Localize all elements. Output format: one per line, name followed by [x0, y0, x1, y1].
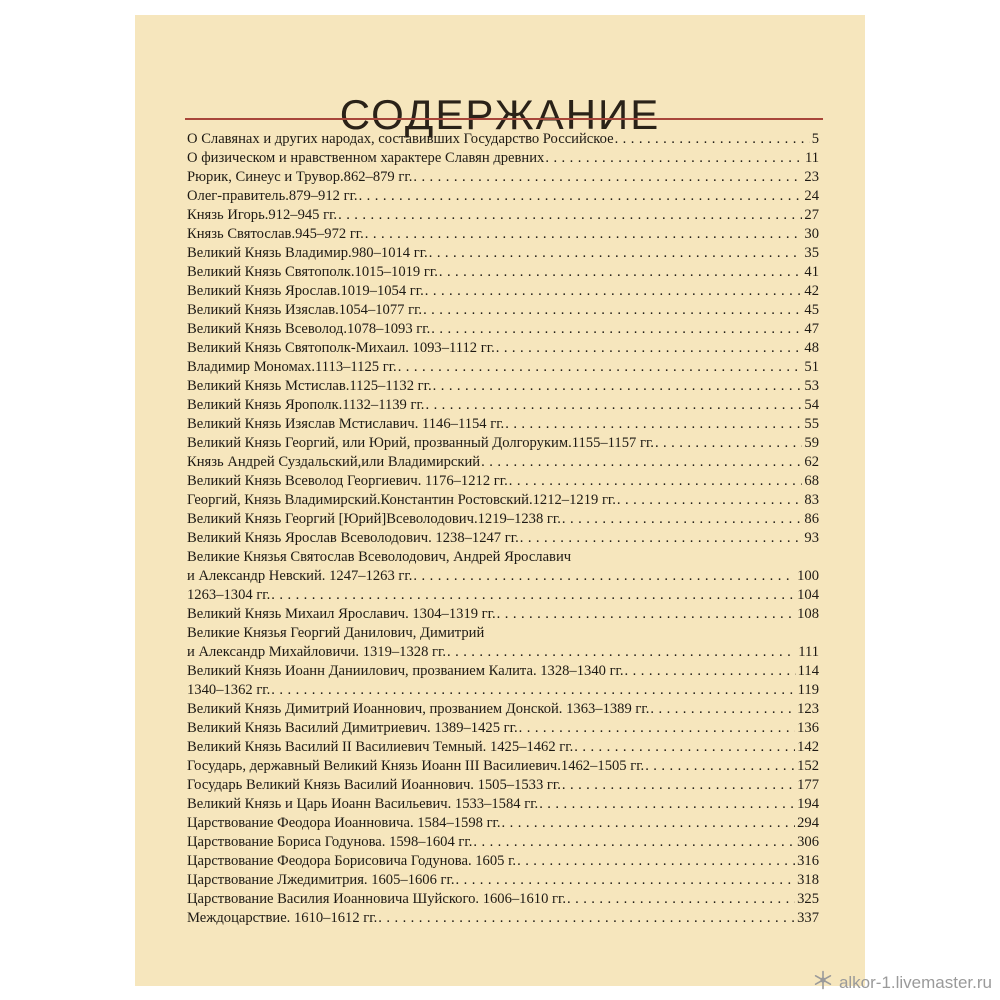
table-of-contents [187, 130, 819, 928]
toc-entry-title: 1340–1362 гг. [187, 682, 271, 698]
dot-leader [425, 282, 803, 301]
toc-entry [187, 605, 819, 624]
toc-entry [187, 795, 819, 814]
dot-leader [496, 339, 803, 358]
toc-entry-title: Олег-правитель.879–912 гг. [187, 188, 358, 204]
toc-entry [187, 396, 819, 415]
toc-entry-title: Великий Князь Ярополк.1132–1139 гг. [187, 397, 425, 413]
dot-leader [567, 890, 795, 909]
dot-leader [502, 814, 796, 833]
toc-entry [187, 852, 819, 871]
dot-leader [429, 244, 803, 263]
toc-entry-title: Великий Князь и Царь Иоанн Васильевич. 1533–1584 гг. [187, 796, 539, 812]
toc-page-number: 55 [804, 416, 819, 432]
toc-entry [187, 643, 819, 662]
dot-leader [615, 130, 810, 149]
toc-entry-title: Князь Андрей Суздальский,или Владимирский [187, 454, 481, 470]
toc-page-number: 108 [797, 606, 819, 622]
snowflake-logo-icon [813, 970, 833, 995]
toc-entry [187, 662, 819, 681]
toc-entry-title: Князь Святослав.945–972 гг. [187, 226, 364, 242]
toc-entry-title: Государь, державный Великий Князь Иоанн III Василиевич.1462–1505 гг. [187, 758, 645, 774]
toc-entry-title: и Александр Невский. 1247–1263 гг. [187, 568, 413, 584]
toc-entry-title: и Александр Михайловичи. 1319–1328 гг. [187, 644, 446, 660]
toc-entry [187, 263, 819, 282]
toc-entry [187, 320, 819, 339]
toc-entry [187, 814, 819, 833]
toc-page-number: 24 [804, 188, 819, 204]
toc-entry [187, 833, 819, 852]
toc-page-number: 86 [804, 511, 819, 527]
toc-entry [187, 339, 819, 358]
toc-page-number: 45 [804, 302, 819, 318]
toc-entry [187, 890, 819, 909]
toc-page-number: 306 [797, 834, 819, 850]
dot-leader [413, 567, 795, 586]
toc-entry [187, 453, 819, 472]
dot-leader [545, 149, 803, 168]
dot-leader [359, 187, 803, 206]
toc-page-number: 337 [797, 910, 819, 926]
toc-page-number: 27 [804, 207, 819, 223]
toc-page-number: 123 [797, 701, 819, 717]
dot-leader [520, 529, 803, 548]
toc-entry [187, 149, 819, 168]
dot-leader [378, 909, 795, 928]
toc-page-number: 23 [804, 169, 819, 185]
toc-entry [187, 757, 819, 776]
toc-entry-title: Междоцарствие. 1610–1612 гг. [187, 910, 378, 926]
dot-leader [497, 605, 795, 624]
dot-leader [365, 225, 803, 244]
toc-entry-title: Царствование Бориса Годунова. 1598–1604 гг. [187, 834, 473, 850]
dot-leader [509, 472, 803, 491]
toc-page-number: 104 [797, 587, 819, 603]
toc-entry [187, 491, 819, 510]
toc-page-number: 325 [797, 891, 819, 907]
toc-entry-title: О физическом и нравственном характере Славян древних [187, 150, 545, 166]
watermark [813, 970, 992, 995]
toc-entry [187, 738, 819, 757]
toc-entry-title: Государь Великий Князь Василий Иоаннович. 1505–1533 гг. [187, 777, 561, 793]
toc-page-number: 68 [804, 473, 819, 489]
toc-entry [187, 548, 819, 567]
toc-entry [187, 225, 819, 244]
toc-page-number: 316 [797, 853, 819, 869]
toc-page-number: 51 [804, 359, 819, 375]
toc-page-number: 194 [797, 796, 819, 812]
dot-leader [413, 168, 802, 187]
toc-entry [187, 301, 819, 320]
toc-entry [187, 776, 819, 795]
toc-entry-title: Великий Князь Всеволод Георгиевич. 1176–1212 гг. [187, 473, 508, 489]
dot-leader [423, 301, 802, 320]
toc-entry-title: Великий Князь Владимир.980–1014 гг. [187, 245, 428, 261]
toc-entry-title: 1263–1304 гг. [187, 587, 271, 603]
toc-entry [187, 187, 819, 206]
dot-leader [398, 358, 803, 377]
toc-page-number: 30 [804, 226, 819, 242]
toc-page-number: 83 [804, 492, 819, 508]
dot-leader [539, 795, 795, 814]
dot-leader [271, 681, 795, 700]
page-title: СОДЕРЖАНИЕ [339, 91, 661, 139]
toc-entry [187, 377, 819, 396]
toc-page-number: 142 [797, 739, 819, 755]
toc-page-number: 47 [804, 321, 819, 337]
toc-page-number: 177 [797, 777, 819, 793]
toc-page-number: 42 [804, 283, 819, 299]
toc-entry-title: Великий Князь Василий II Василиевич Темный. 1425–1462 гг. [187, 739, 574, 755]
toc-entry-title: Царствование Лжедимитрия. 1605–1606 гг. [187, 872, 455, 888]
toc-page-number: 62 [804, 454, 819, 470]
toc-page-number: 318 [797, 872, 819, 888]
toc-page-number: 111 [798, 644, 819, 660]
toc-entry-title: Великий Князь Василий Димитриевич. 1389–1425 гг. [187, 720, 518, 736]
dot-leader [447, 643, 796, 662]
toc-page-number: 59 [804, 435, 819, 451]
toc-page-number: 35 [804, 245, 819, 261]
dot-leader [433, 377, 803, 396]
toc-entry [187, 472, 819, 491]
dot-leader [271, 586, 795, 605]
toc-entry-title: Великий Князь Изяслав.1054–1077 гг. [187, 302, 423, 318]
toc-entry [187, 168, 819, 187]
dot-leader [574, 738, 795, 757]
toc-entry-title: Великий Князь Ярослав.1019–1054 гг. [187, 283, 424, 299]
toc-entry-title: Великий Князь Всеволод.1078–1093 гг. [187, 321, 431, 337]
title-divider [185, 118, 823, 120]
toc-entry [187, 624, 819, 643]
dot-leader [655, 434, 802, 453]
toc-page-number: 152 [797, 758, 819, 774]
toc-entry [187, 909, 819, 928]
toc-page-number: 93 [804, 530, 819, 546]
dot-leader [473, 833, 795, 852]
toc-entry-title: О Славянах и других народах, составивших Государство Российское [187, 131, 614, 147]
toc-entry-title: Князь Игорь.912–945 гг. [187, 207, 338, 223]
toc-entry-title: Великий Князь Ярослав Всеволодович. 1238–1247 гг. [187, 530, 519, 546]
toc-page-number: 41 [804, 264, 819, 280]
toc-entry [187, 700, 819, 719]
toc-entry [187, 567, 819, 586]
toc-entry-title: Рюрик, Синеус и Трувор.862–879 гг. [187, 169, 413, 185]
dot-leader [625, 662, 796, 681]
dot-leader [505, 415, 802, 434]
dot-leader [338, 206, 802, 225]
dot-leader [562, 510, 803, 529]
dot-leader [481, 453, 802, 472]
toc-entry [187, 244, 819, 263]
toc-entry-title: Царствование Феодора Борисовича Годунова. 1605 г. [187, 853, 517, 869]
toc-entry [187, 434, 819, 453]
toc-entry [187, 282, 819, 301]
toc-page-number: 136 [797, 720, 819, 736]
toc-entry [187, 719, 819, 738]
toc-entry-title: Великий Князь Георгий, или Юрий, прозванный Долгоруким.1155–1157 гг. [187, 435, 654, 451]
dot-leader [617, 491, 802, 510]
dot-leader [439, 263, 803, 282]
book-page [135, 15, 865, 986]
dot-leader [519, 719, 795, 738]
toc-entry-title: Великий Князь Иоанн Даниилович, прозванием Калита. 1328–1340 гг. [187, 663, 624, 679]
toc-entry [187, 681, 819, 700]
toc-entry [187, 529, 819, 548]
toc-entry [187, 510, 819, 529]
toc-entry-title: Георгий, Князь Владимирский.Константин Ростовский.1212–1219 гг. [187, 492, 616, 508]
toc-entry [187, 130, 819, 149]
toc-page-number: 11 [804, 150, 819, 166]
toc-entry [187, 586, 819, 605]
dot-leader [650, 700, 795, 719]
dot-leader [425, 396, 802, 415]
toc-entry [187, 206, 819, 225]
toc-page-number: 294 [797, 815, 819, 831]
toc-page-number: 114 [797, 663, 819, 679]
toc-entry-title: Владимир Мономах.1113–1125 гг. [187, 359, 397, 375]
toc-entry-title: Великий Князь Георгий [Юрий]Всеволодович.1219–1238 гг. [187, 511, 561, 527]
toc-entry [187, 358, 819, 377]
toc-entry-title: Царствование Василия Иоанновича Шуйского. 1606–1610 гг. [187, 891, 566, 907]
toc-entry-title: Великие Князья Георгий Данилович, Димитрий [187, 625, 485, 641]
dot-leader [517, 852, 795, 871]
toc-page-number: 100 [797, 568, 819, 584]
watermark-text: alkor-1.livemaster.ru [838, 972, 992, 992]
dot-leader [456, 871, 796, 890]
toc-entry-title: Великий Князь Михаил Ярославич. 1304–1319 гг. [187, 606, 496, 622]
dot-leader [562, 776, 795, 795]
dot-leader [645, 757, 795, 776]
dot-leader [431, 320, 802, 339]
toc-entry-title: Великий Князь Святополк.1015–1019 гг. [187, 264, 438, 280]
toc-page-number: 5 [811, 131, 819, 147]
toc-entry-title: Великие Князья Святослав Всеволодович, Андрей Ярославич [187, 549, 572, 565]
toc-entry [187, 415, 819, 434]
toc-entry-title: Царствование Феодора Иоанновича. 1584–1598 гг. [187, 815, 501, 831]
toc-entry-title: Великий Князь Димитрий Иоаннович, прозванием Донской. 1363–1389 гг. [187, 701, 650, 717]
toc-page-number: 53 [804, 378, 819, 394]
toc-entry-title: Великий Князь Изяслав Мстиславич. 1146–1154 гг. [187, 416, 505, 432]
toc-entry [187, 871, 819, 890]
toc-page-number: 119 [797, 682, 819, 698]
toc-page-number: 48 [804, 340, 819, 356]
toc-entry-title: Великий Князь Мстислав.1125–1132 гг. [187, 378, 432, 394]
toc-page-number: 54 [804, 397, 819, 413]
toc-entry-title: Великий Князь Святополк-Михаил. 1093–1112 гг. [187, 340, 495, 356]
